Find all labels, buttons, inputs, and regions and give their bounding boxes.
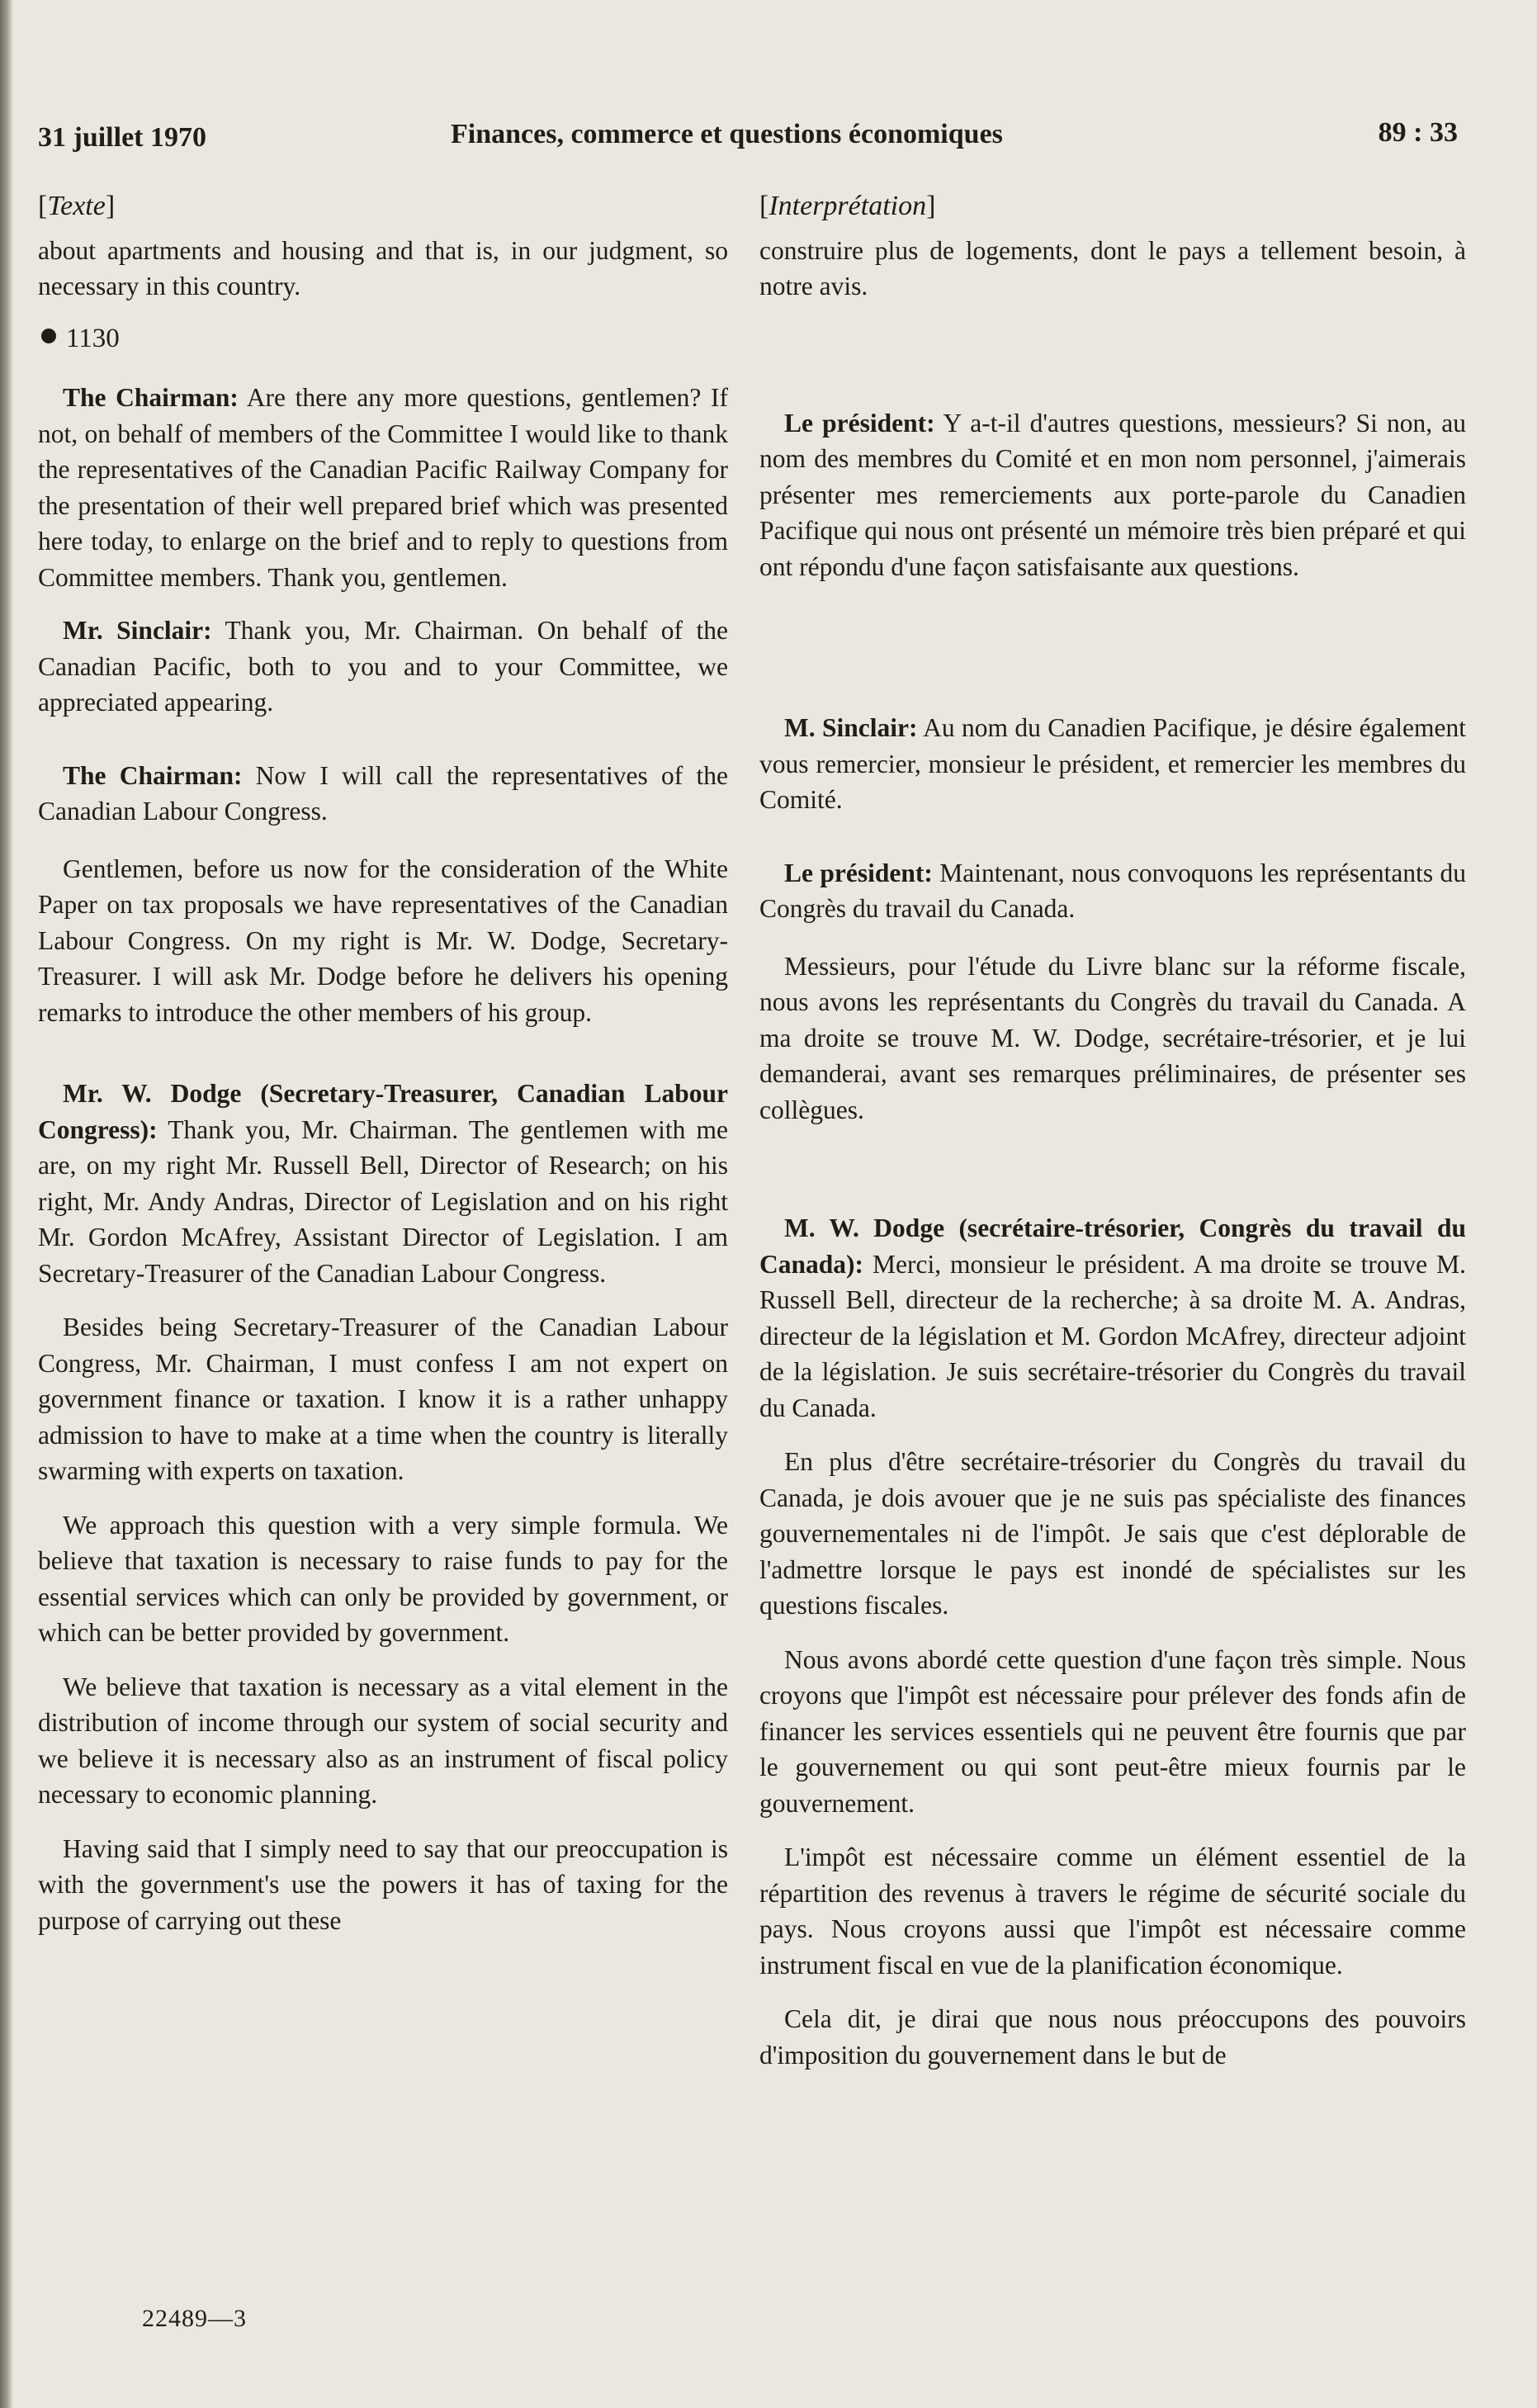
speaker-label: The Chairman: xyxy=(63,383,239,412)
header-page-number: 89 : 33 xyxy=(1378,117,1458,148)
speaker-label: Le président: xyxy=(784,408,935,438)
left-paragraph-9: Having said that I simply need to say that our preoccupation is with the government's use the powers it has of taxing for the purpose of carrying out these xyxy=(38,1833,728,1935)
right-column-tag: [Interprétation] xyxy=(759,191,936,221)
bullet-icon xyxy=(41,329,56,343)
left-paragraph-7: We approach this question with a very simple formula. We believe that taxation is necessary to raise funds to pay for the essential services which can only be provided by government, or which can be better provided by government. xyxy=(38,1510,728,1647)
left-paragraph-4: Gentlemen, before us now for the consideration of the White Paper on tax proposals we have representatives of the Canadian Labour Congress. On my right is Mr. W. Dodge, Secretary-Treasurer. I will ask Mr. Dodge before he delivers his opening remarks to introduce the other members of his group. xyxy=(38,854,728,1027)
left-paragraph-2: Mr. Sinclair: Thank you, Mr. Chairman. On behalf of the Canadian Pacific, both to you and to your Committee, we appreciated appearing. xyxy=(38,616,728,717)
footer-code: 22489—3 xyxy=(142,2305,247,2332)
page-header xyxy=(38,114,1458,163)
right-paragraph-4: Messieurs, pour l'étude du Livre blanc sur la réforme fiscale, nous avons les représentants du Congrès du travail du Canada. A ma droite se trouve M. W. Dodge, secrétaire-trésorier, et je lui demanderai, avant ses remarques préliminaires, de présenter ses collègues. xyxy=(759,951,1466,1124)
right-paragraph-3: Le président: Maintenant, nous convoquons les représentants du Congrès du travail du Canada. xyxy=(759,858,1467,923)
speaker-label: Mr. Sinclair: xyxy=(63,616,212,645)
left-paragraph-5: Mr. W. Dodge (Secretary-Treasurer, Canadian Labour Congress): Thank you, Mr. Chairman. The gentlemen with me are, on my right Mr. Russell Bell, Director of Research; on his right, Mr. Andy Andras, Director of Legislation and on his right Mr. Gordon McAfrey, Assistant Director of Legislation. I am Secretary-Treasurer of the Canadian Labour Congress. xyxy=(38,1079,728,1288)
right-continuation: construire plus de logements, dont le pays a tellement besoin, à notre avis. xyxy=(759,235,1466,300)
right-paragraph-8: L'impôt est nécessaire comme un élément essentiel de la répartition des revenus à travers le régime de sécurité sociale du pays. Nous croyons aussi que l'impôt est nécessaire comme instrument fiscal en vue de la planification économique. xyxy=(759,1843,1466,1980)
speaker-label: M. W. Dodge (secrétaire-trésorier, Congrès du travail du Canada): xyxy=(759,1213,1466,1279)
header-date: 31 juillet 1970 xyxy=(38,122,206,153)
page-binding-edge xyxy=(0,0,13,2408)
left-continuation: about apartments and housing and that is, in our judgment, so necessary in this country. xyxy=(38,235,728,300)
right-column xyxy=(759,188,1466,2073)
header-title: Finances, commerce et questions économiques xyxy=(451,119,1003,149)
speaker-label: M. Sinclair: xyxy=(784,713,918,742)
right-paragraph-7: Nous avons abordé cette question d'une façon très simple. Nous croyons que l'impôt est nécessaire pour prélever des fonds afin de financer les services essentiels qui ne peuvent être fournis que par le gouvernement ou qui sont peut-être mieux fournis par le gouvernement. xyxy=(759,1644,1466,1818)
right-paragraph-1: Le président: Y a-t-il d'autres questions, messieurs? Si non, au nom des membres du Comité et en mon nom personnel, j'aimerais présenter mes remerciements aux porte-parole du Canadien Pacifique qui nous ont présenté un mémoire très bien préparé et qui ont répondu d'une façon satisfaisante aux questions. xyxy=(759,408,1467,581)
left-paragraph-6: Besides being Secretary-Treasurer of the Canadian Labour Congress, Mr. Chairman, I must confess I am not expert on government finance or taxation. I know it is a rather unhappy admission to have to make at a time when the country is literally swarming with experts on taxation. xyxy=(38,1313,728,1485)
speaker-label: The Chairman: xyxy=(63,760,243,790)
right-paragraph-5: M. W. Dodge (secrétaire-trésorier, Congrès du travail du Canada): Merci, monsieur le président. A ma droite se trouve M. Russell Bell, directeur de la recherche; à sa droite M. A. Andras, directeur de la législation et M. Gordon McAfrey, directeur adjoint de la législation. Je suis secrétaire-trésorier du Congrès du travail du Canada. xyxy=(759,1213,1466,1422)
right-paragraph-9: Cela dit, je dirai que nous nous préoccupons des pouvoirs d'imposition du gouvernement dans le but de xyxy=(759,2004,1466,2070)
speaker-label: Le président: xyxy=(784,858,933,887)
left-column-tag: [Texte] xyxy=(38,191,116,221)
right-paragraph-6: En plus d'être secrétaire-trésorier du Congrès du travail du Canada, je dois avouer que je ne suis pas spécialiste des finances gouvernementales ni de l'impôt. Je sais que c'est déplorable de l'admettre lorsque le pays est inondé de spécialistes sur les questions fiscales. xyxy=(759,1447,1466,1620)
left-paragraph-3: The Chairman: Now I will call the representatives of the Canadian Labour Congress. xyxy=(38,760,728,826)
left-paragraph-8: We believe that taxation is necessary as a vital element in the distribution of income through our system of social security and we believe it is necessary also as an instrument of fiscal policy necessary to economic planning. xyxy=(38,1672,728,1809)
left-column xyxy=(38,188,728,1938)
time-marker: 1130 xyxy=(41,321,728,357)
right-paragraph-2: M. Sinclair: Au nom du Canadien Pacifique, je désire également vous remercier, monsieur le président, et remercier les membres du Comité. xyxy=(759,713,1466,814)
left-paragraph-1: The Chairman: Are there any more questions, gentlemen? If not, on behalf of members of the Committee I would like to thank the representatives of the Canadian Pacific Railway Company for the presentation of their well prepared brief which was presented here today, to enlarge on the brief and to reply to questions from Committee members. Thank you, gentlemen. xyxy=(38,383,728,592)
speaker-label: Mr. W. Dodge (Secretary-Treasurer, Canadian Labour Congress): xyxy=(38,1079,728,1144)
